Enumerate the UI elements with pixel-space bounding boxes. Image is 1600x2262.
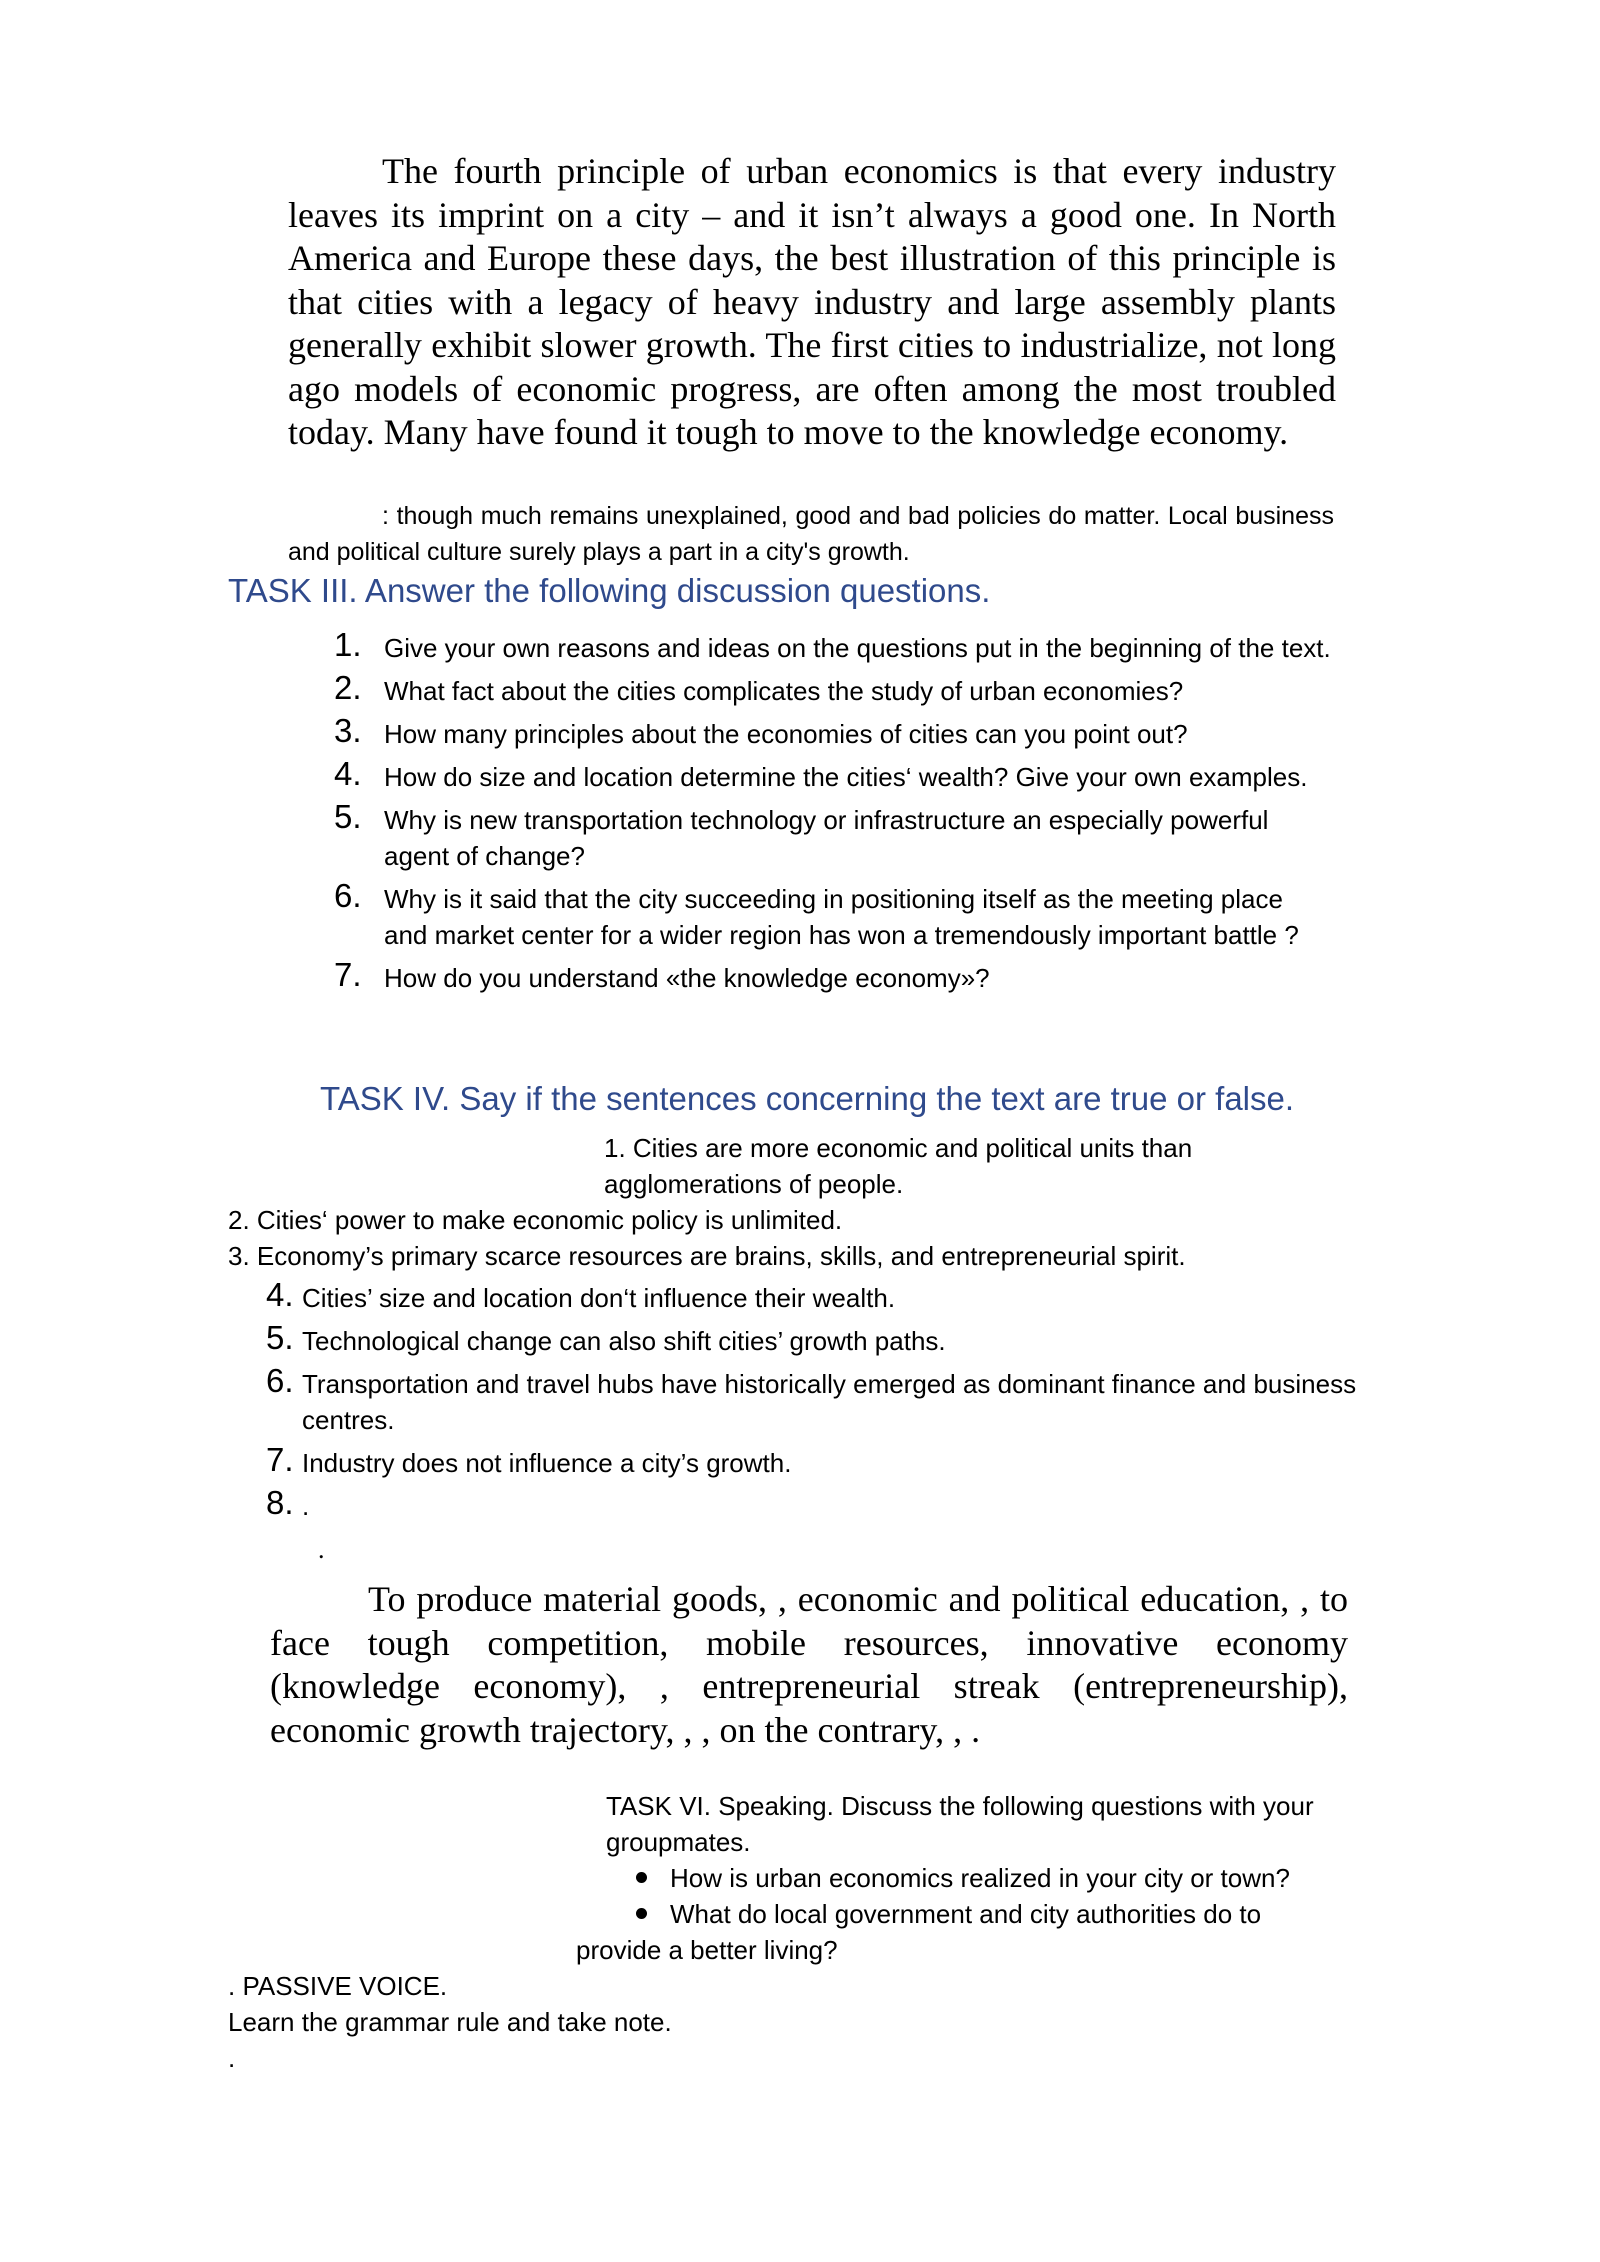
statement-text: Transportation and travel hubs have historically emerged as dominant finance and business centres.: [302, 1369, 1357, 1435]
list-item: [266, 1362, 1412, 1438]
list-item: [334, 755, 1394, 795]
list-number: 7.: [334, 956, 362, 993]
bullet-text: What do local government and city authorities do to: [670, 1899, 1262, 1929]
list-item: [266, 1441, 1412, 1481]
list-item: [266, 1319, 1412, 1359]
question-text: Why is new transportation technology or infrastructure an especially powerful agent of change?: [384, 805, 1269, 871]
task6-bullet-list: [670, 1860, 1330, 1932]
trailing-dot: .: [228, 2043, 236, 2073]
list-number: 5.: [266, 1319, 294, 1356]
task4-heading: TASK IV. Say if the sentences concerning the text are true or false.: [320, 1080, 1295, 1117]
list-item: [670, 1896, 1330, 1932]
list-item: [266, 1484, 1412, 1524]
list-item: [334, 712, 1394, 752]
intro-note: : though much remains unexplained, good and bad policies do matter. Local business and political culture surely plays a part in a city's growth.: [288, 502, 1334, 566]
list-item: [266, 1276, 1412, 1316]
statement-text: Cities’ size and location don‘t influence their wealth.: [302, 1283, 896, 1313]
grammar-title: . PASSIVE VOICE.: [228, 1971, 448, 2001]
task3-question-list: [334, 626, 1394, 1003]
bullet-icon: [636, 1908, 647, 1919]
list-number: 2.: [334, 669, 362, 706]
list-number: 1.: [334, 626, 362, 663]
list-number: 4.: [266, 1276, 294, 1313]
statement-text: .: [302, 1491, 310, 1521]
statement-text: Technological change can also shift cities’ growth paths.: [302, 1326, 946, 1356]
question-text: How do you understand «the knowledge economy»?: [384, 963, 990, 993]
list-number: 8.: [266, 1484, 294, 1521]
list-number: 4.: [334, 755, 362, 792]
statement-text: Industry does not influence a city’s growth.: [302, 1448, 792, 1478]
intro-paragraph: The fourth principle of urban economics is that every industry leaves its imprint on a city – and it isn’t always a good one. In North America and Europe these days, the best illustration of this principle is that cities with a legacy of heavy industry and large assembly plants generally exhibit slower growth. The first cities to industrialize, not long ago models of economic progress, are often among the most troubled today. Many have found it tough to move to the knowledge economy.: [288, 151, 1336, 452]
list-item: [334, 626, 1394, 666]
question-text: Give your own reasons and ideas on the questions put in the beginning of the text.: [384, 633, 1331, 663]
grammar-instruction: Learn the grammar rule and take note.: [228, 2007, 672, 2037]
question-text: How do size and location determine the cities‘ wealth? Give your own examples.: [384, 762, 1308, 792]
list-item: [334, 669, 1394, 709]
bullet-text: How is urban economics realized in your city or town?: [670, 1863, 1290, 1893]
list-number: 5.: [334, 798, 362, 835]
task3-heading: TASK III. Answer the following discussion questions.: [228, 572, 991, 609]
question-text: Why is it said that the city succeeding in positioning itself as the meeting place and market center for a wider region has won a tremendously important battle ?: [384, 884, 1299, 950]
stray-dot: .: [318, 1535, 325, 1564]
vocabulary-paragraph: To produce material goods, , economic and political education, , to face tough competition, mobile resources, innovative economy (knowledge economy), , entrepreneurial streak (entrepreneurship), economic growth trajectory, , , on the contrary, , .: [270, 1579, 1348, 1750]
task6-heading: TASK VI. Speaking. Discuss the following questions with your groupmates.: [606, 1791, 1314, 1857]
question-text: What fact about the cities complicates the study of urban economies?: [384, 676, 1184, 706]
statement-1: 1. Cities are more economic and political units than agglomerations of people.: [604, 1133, 1193, 1199]
list-item: [670, 1860, 1330, 1896]
statement-2: 2. Cities‘ power to make economic policy is unlimited.: [228, 1205, 843, 1235]
list-item: [334, 877, 1324, 953]
task4-statement-list: [266, 1276, 1412, 1531]
list-item: [334, 798, 1324, 874]
bullet-icon: [636, 1872, 647, 1883]
list-number: 3.: [334, 712, 362, 749]
list-number: 7.: [266, 1441, 294, 1478]
bullet-continuation: provide a better living?: [576, 1935, 838, 1965]
statement-3: 3. Economy’s primary scarce resources are brains, skills, and entrepreneurial spirit.: [228, 1241, 1186, 1271]
list-item: [334, 956, 1394, 996]
list-number: 6.: [334, 877, 362, 914]
list-number: 6.: [266, 1362, 294, 1399]
question-text: How many principles about the economies of cities can you point out?: [384, 719, 1188, 749]
